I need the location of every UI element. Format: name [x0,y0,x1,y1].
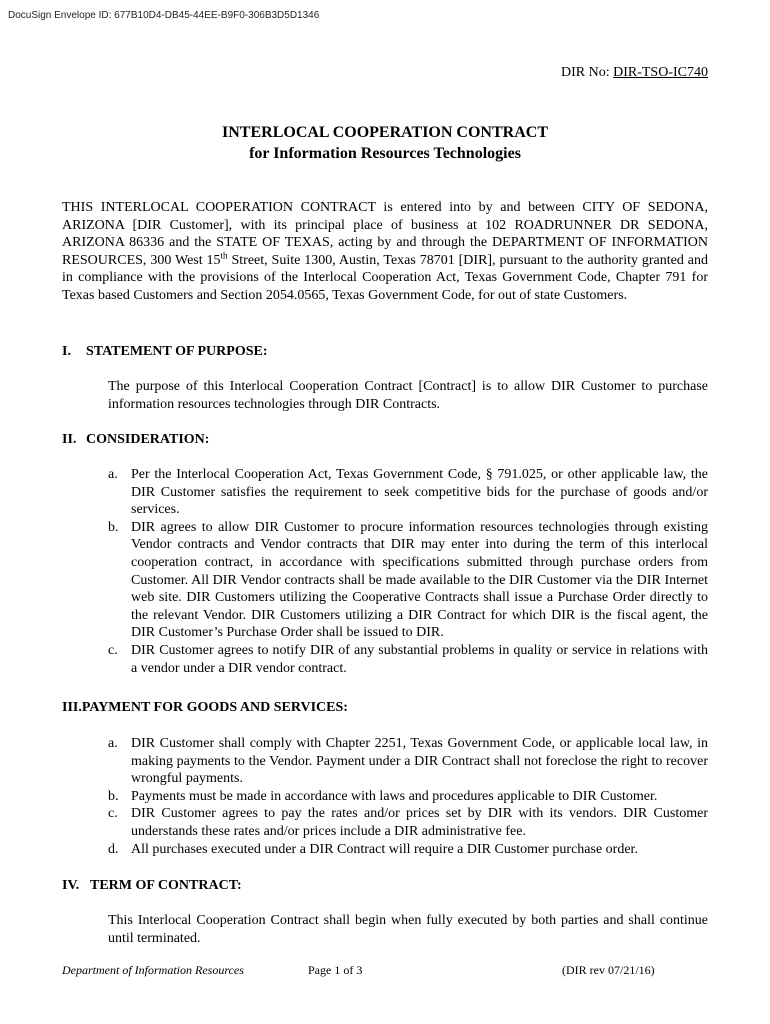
footer-page-number: Page 1 of 3 [308,963,363,977]
list-item-text: DIR Customer shall comply with Chapter 2251, Texas Government Code, or applicable local law, in making payments to the Vendor. Payment under a DIR Contract shall not foreclose the right to recover wrongful payments. [131,736,708,787]
list-item [108,519,708,642]
list-item-text: Per the Interlocal Cooperation Act, Texas Government Code, § 791.025, or other applicable law, the DIR Customer satisfies the requirement to seek competitive bids for the purchase of goods and/or services. [131,467,708,518]
section-4-text: This Interlocal Cooperation Contract shall begin when fully executed by both parties and shall continue until terminated. [108,913,708,946]
list-item [108,642,708,677]
list-item [108,466,708,519]
intro-text-1: THIS INTERLOCAL COOPERATION CONTRACT is entered into by and between CITY OF SEDONA, ARIZONA [DIR Customer], with its principal place of business at 102 ROADRUNNER DR SEDONA, ARIZONA 86336 and the STATE OF TEXAS, acting by and through the DEPARTMENT OF INFORMATION RESOURCES, 300 West 15 [62,200,708,268]
list-item-text: DIR Customer agrees to pay the rates and/or prices set by DIR with its vendors. DIR Customer understands these rates and/or prices include a DIR administrative fee. [131,806,708,839]
section-number: III. [62,700,82,715]
section-title: PAYMENT FOR GOODS AND SERVICES: [81,700,348,715]
section-heading-1 [62,343,268,361]
dir-number-value: DIR-TSO-IC740 [613,65,708,80]
list-item [108,805,708,840]
section-heading-2 [62,431,209,449]
list-item-text: DIR Customer agrees to notify DIR of any substantial problems in quality or service in relations with a vendor under a DIR vendor contract. [131,642,708,676]
list-item [108,841,708,859]
section-heading-3 [62,699,348,717]
payment-list [108,735,708,858]
list-item [108,735,708,788]
list-marker: b. [108,788,119,804]
footer-revision: (DIR rev 07/21/16) [562,963,655,977]
intro-text-2: Street, Suite 1300, Austin, Texas 78701 [DIR], pursuant to the authority granted and in compliance with the provisions of the Interlocal Cooperation Act, Texas Government Code, Chapter 791 for Texas based Customers and Section 2054.0565, Texas Government Code, for out of state Customers. [62,252,708,303]
list-marker: c. [108,642,118,658]
title-line-1: INTERLOCAL COOPERATION CONTRACT [222,124,548,141]
envelope-id: DocuSign Envelope ID: 677B10D4-DB45-44EE-B9F0-306B3D5D1346 [8,10,320,21]
intro-superscript: th [220,250,228,261]
section-number: I. [62,344,71,359]
list-marker: a. [108,467,118,482]
section-title: STATEMENT OF PURPOSE: [86,344,268,359]
document-title [62,122,708,164]
list-marker: b. [108,519,119,535]
section-title: CONSIDERATION: [86,432,210,447]
list-marker: d. [108,841,119,857]
section-1-text: The purpose of this Interlocal Cooperation Contract [Contract] is to allow DIR Customer to purchase information resources technologies through DIR Contracts. [108,379,708,412]
list-item [108,788,708,806]
list-item-text: All purchases executed under a DIR Contract will require a DIR Customer purchase order. [131,841,638,857]
section-number: IV. [62,878,80,893]
list-item-text: DIR agrees to allow DIR Customer to procure information resources technologies through existing Vendor contracts and Vendor contracts that DIR may enter into during the term of this interlocal cooperation contract, in accordance with specifications submitted through purchase orders from Customer. All DIR Vendor contracts shall be made available to the DIR Customer via the DIR Internet web site. DIR Customers utilizing the Cooperative Contracts shall issue a Purchase Order directly to the relevant Vendor. DIR Customers utilizing a DIR Contract for which DIR is the fiscal agent, the DIR Customer’s Purchase Order shall be issued to DIR. [131,519,708,641]
dir-number-label: DIR No: [560,65,614,80]
section-number: II. [62,432,77,447]
list-item-text: Payments must be made in accordance with laws and procedures applicable to DIR Customer. [131,788,658,804]
consideration-list [108,466,708,677]
section-heading-4 [62,877,242,895]
list-marker: c. [108,806,118,822]
dir-number [561,64,708,82]
intro-paragraph [62,199,708,305]
section-title: TERM OF CONTRACT: [90,878,242,893]
list-marker: a. [108,736,118,751]
title-line-2: for Information Resources Technologies [249,145,521,162]
footer-department: Department of Information Resources [62,963,244,977]
